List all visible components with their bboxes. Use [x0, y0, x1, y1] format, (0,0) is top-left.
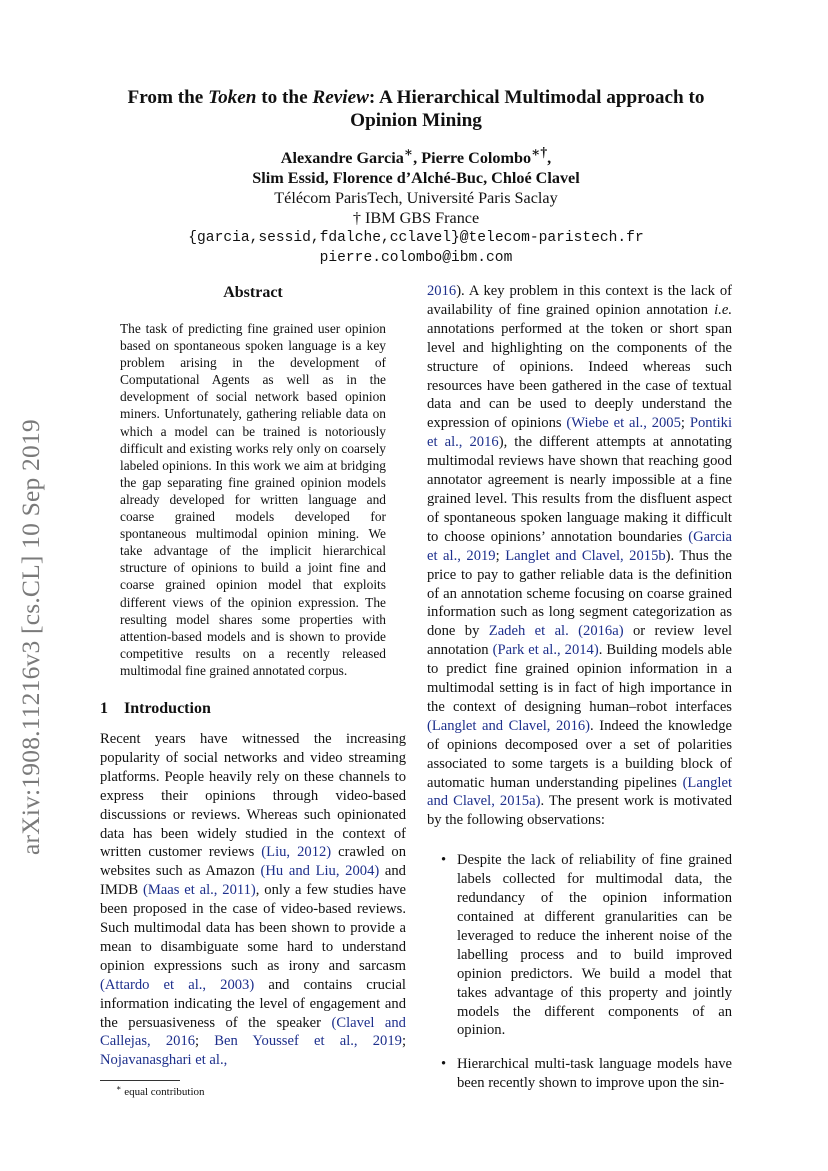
section-number: 1 — [100, 699, 108, 717]
title-text: : A Hierarchical Multimodal approach to — [368, 87, 705, 108]
list-item-text: Despite the lack of reliability of fine grained labels collected for multimodal data, the redundancy of the opinion information contained at different granularities can be leveraged to reduce the inherent noise of the labelling process and to build improved opinion predictors. We build a model that takes advantage of this property and jointly models the different components of an opinion. — [457, 852, 732, 1039]
paragraph-text: or review level annotation — [427, 623, 732, 659]
paragraph-text: ; — [401, 1033, 407, 1050]
title-emphasis-review: Review — [312, 87, 369, 108]
arxiv-identifier-stamp: arXiv:1908.11216v3 [cs.CL] 10 Sep 2019 — [16, 419, 45, 855]
list-item — [427, 851, 732, 1040]
title-line-2: Opinion Mining — [350, 110, 482, 131]
author-name: , Pierre Colombo — [413, 149, 532, 167]
paragraph-text: ). A key problem in this context is the lack of availability of fine grained opinion annotation — [427, 283, 732, 318]
author-line-2: Slim Essid, Florence d’Alché-Buc, Chloé Clavel — [252, 169, 580, 187]
right-column — [427, 282, 732, 1108]
citation-link[interactable]: Ben Youssef et al., 2019 — [214, 1033, 402, 1050]
citation-link[interactable]: Zadeh et al. (2016a) — [488, 623, 624, 640]
citation-link[interactable]: (Langlet and Clavel, 2016) — [427, 717, 591, 734]
paragraph-text: ; — [680, 415, 690, 432]
list-item — [427, 1055, 732, 1093]
title-text: to the — [256, 87, 313, 108]
section-title: Introduction — [124, 699, 211, 717]
paragraph-text: annotations performed at the token or short span level and highlighting on the components of the structure of opinions. Indeed whereas such resources have been gathered in the case of textual data and can be used to deeply understand the expression of opinions — [427, 320, 732, 432]
citation-link[interactable]: (Liu, 2012) — [261, 844, 332, 861]
paragraph-text: Recent years have witnessed the increasing popularity of social networks and video streaming platforms. People heavily rely on these channels to express their opinions through video-based discussions or reviews. Whereas such opinionated data has been widely studied in the context of written customer reviews — [100, 730, 406, 861]
section-heading-introduction — [100, 699, 406, 719]
observation-list — [427, 851, 732, 1093]
paragraph-text: ), the different attempts at annotating multimodal reviews have shown that reaching good annotator agreement is nearly impossible at a fine grained level. This results from the disfluent aspect of spontaneous spoken language making it difficult to choose opinions’ annotation boundaries — [427, 434, 732, 545]
paragraph-text: . The present work is motivated by the following observations: — [427, 793, 733, 829]
citation-link[interactable]: (Park et al., 2014) — [492, 642, 599, 659]
author-footnote-mark: ∗† — [531, 144, 548, 160]
bullet-marker: • — [441, 852, 447, 869]
citation-link[interactable]: Pontiki et al., 2016 — [427, 415, 732, 451]
affiliation-2: † IBM GBS France — [352, 209, 480, 227]
paragraph-text: . Building models able to predict fine grained opinion information in a multimodal setting is in fact of high importance in the context of designing human–robot interfaces — [427, 642, 732, 715]
footnote-text: equal contribution — [124, 1086, 205, 1099]
email-line-1[interactable]: {garcia,sessid,fdalche,cclavel}@telecom-paristech.fr — [188, 230, 644, 246]
author-block — [100, 144, 732, 268]
footnote-divider — [100, 1080, 180, 1081]
footnote — [116, 1085, 406, 1099]
citation-link[interactable]: (Garcia et al., 2019 — [427, 528, 732, 564]
citation-link[interactable]: (Attardo et al., 2003) — [100, 976, 255, 993]
citation-link[interactable]: (Wiebe et al., 2005 — [566, 415, 681, 432]
left-column — [100, 282, 406, 1099]
author-name: Alexandre Garcia — [280, 149, 404, 167]
abstract-heading: Abstract — [223, 284, 283, 301]
paragraph-text: , only a few studies have been proposed in the case of video-based reviews. Such multimodal data has been shown to provide a mean to disambiguate some hard to understand opinion expressions such as irony and sarcasm — [100, 882, 406, 974]
paragraph-text: . Indeed the knowledge of opinions decomposed over a set of polarities associated to some targets is a building block of automatic human understanding pipelines — [427, 717, 732, 791]
title-text: From the — [127, 87, 209, 108]
citation-link[interactable]: (Hu and Liu, 2004) — [260, 863, 380, 880]
citation-link[interactable]: Langlet and Clavel, 2015b — [505, 547, 666, 564]
footnote-mark: ∗ — [116, 1083, 122, 1093]
citation-link[interactable]: (Clavel and Callejas, 2016 — [100, 1014, 406, 1050]
abstract-text: The task of predicting fine grained user opinion based on spontaneous spoken language is a key problem arising in the development of Computational Agents as well as in the development of social network based opinion miners. Unfortunately, gathering reliable data on which a model can be trained is notoriously difficult and existing works rely only on coarsely labeled opinions. In this work we aim at bridging the gap separating fine grained opinion models already developed for written language and coarse grained models developed for spontaneous multimodal opinion mining. We take advantage of the implicit hierarchical structure of opinions to build a joint fine and coarse grained opinion model that exploits different views of the opinion expression. The resulting model shares some properties with attention-based models and is shown to provide competitive results on a recently released multimodal fine grained annotated corpus. — [120, 321, 386, 678]
author-separator: , — [547, 149, 552, 167]
paragraph-text: ; — [195, 1033, 215, 1050]
title-block — [100, 86, 732, 268]
list-item-text: Hierarchical multi-task language models have been recently shown to improve upon the sin- — [457, 1056, 732, 1092]
email-line-2[interactable]: pierre.colombo@ibm.com — [319, 250, 513, 266]
intro-paragraph-1 — [100, 730, 406, 1070]
title-emphasis-token: Token — [208, 87, 257, 108]
citation-link[interactable]: Nojavanasghari et al., — [100, 1052, 228, 1069]
intro-paragraph-2 — [427, 282, 732, 830]
citation-link[interactable]: (Maas et al., 2011) — [142, 882, 256, 899]
author-footnote-mark: ∗ — [403, 144, 414, 160]
citation-link[interactable]: (Langlet and Clavel, 2015a) — [427, 774, 732, 810]
citation-link[interactable]: 2016 — [427, 283, 457, 299]
emphasis-text: i.e. — [714, 301, 732, 318]
bullet-marker: • — [441, 1056, 447, 1073]
affiliation-1: Télécom ParisTech, Université Paris Saclay — [274, 189, 558, 207]
paragraph-text: ). Thus the price to pay to gather reliable data is the definition of an annotation scheme focusing on coarse grained information such as long segment categorization as done by — [427, 547, 732, 640]
paragraph-text: crawled on websites such as Amazon — [100, 844, 406, 880]
paragraph-text: and contains crucial information indicating the level of engagement and the persuasiveness of the speaker — [100, 976, 406, 1031]
paper-title — [100, 86, 732, 132]
paragraph-text: and IMDB — [100, 863, 406, 899]
paragraph-text: ; — [495, 547, 506, 564]
author-line-1 — [100, 144, 732, 168]
